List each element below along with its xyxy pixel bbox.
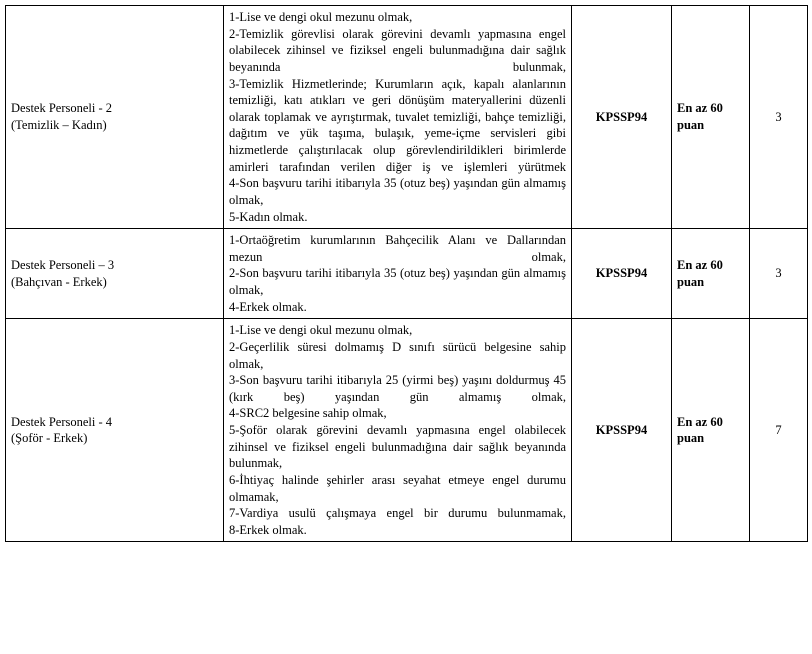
table-row: [6, 229, 808, 319]
requirements-table: [5, 5, 808, 542]
requirement-item: 1-Lise ve dengi okul mezunu olmak,: [229, 10, 413, 24]
requirement-item: 7-Vardiya usulü çalışmaya engel bir durumu bulunmamak,: [229, 506, 566, 521]
position-subtitle: (Temizlik – Kadın): [11, 118, 107, 133]
position-cell: [6, 319, 224, 542]
position-title: Destek Personeli – 3: [11, 258, 115, 273]
min-score-cell: [672, 6, 750, 229]
requirement-item: 4-Erkek olmak.: [229, 299, 307, 314]
requirements-cell: [224, 319, 572, 542]
requirement-item: 2-Geçerlilik süresi dolmamış D sınıfı sürücü belgesine sahip olmak,: [229, 339, 566, 371]
min-score-line-2: puan: [677, 431, 705, 446]
exam-code-cell: KPSSP94: [572, 6, 672, 229]
position-cell: [6, 6, 224, 229]
requirement-item: 2-Temizlik görevlisi olarak görevini devamlı yapmasına engel olabilecek zihinsel ve fiziksel engeli bulunmadığına dair sağlık beyanında bulunmak,: [229, 26, 566, 74]
min-score-cell: [672, 229, 750, 319]
exam-code-cell: KPSSP94: [572, 319, 672, 542]
requirement-item: 2-Son başvuru tarihi itibarıyla 35 (otuz beş) yaşından gün almamış olmak,: [229, 266, 566, 297]
requirements-cell: [224, 6, 572, 229]
table-row: [6, 6, 808, 229]
min-score-line-1: En az 60: [677, 258, 723, 273]
exam-code-cell: KPSSP94: [572, 229, 672, 319]
requirement-item: 3-Temizlik Hizmetlerinde; Kurumların açık, kapalı alanlarının temizliği, katı atıkları ve geri dönüşüm materyallerini düzenli olarak toplamak ve ayrıştırmak, tuvalet temizliği, bahçe temizliği, dağıtım ve yük taşıma, bulaşık, yeme-içme servisleri gibi hizmetlerde çalıştırılacak olup görevlendirildikleri birimlerde amirleri tarafından verilen diğer iş ve işlemleri yürütmek: [229, 76, 566, 174]
requirement-item: 1-Lise ve dengi okul mezunu olmak,: [229, 323, 413, 338]
requirement-item: 5-Şoför olarak görevini devamlı yapmasına engel olabilecek zihinsel ve fiziksel engeli bulunmadığına dair sağlık beyanında bulunmak,: [229, 423, 566, 471]
table-row: [6, 319, 808, 542]
min-score-line-2: puan: [677, 118, 705, 133]
quota-cell: 3: [750, 6, 808, 229]
requirement-item: 4-SRC2 belgesine sahip olmak,: [229, 406, 387, 421]
position-cell: [6, 229, 224, 319]
min-score-line-1: En az 60: [677, 101, 723, 116]
quota-cell: 7: [750, 319, 808, 542]
requirement-item: 4-Son başvuru tarihi itibarıyla 35 (otuz beş) yaşından gün almamış olmak,: [229, 176, 566, 207]
quota-cell: 3: [750, 229, 808, 319]
position-subtitle: (Bahçıvan - Erkek): [11, 274, 107, 289]
requirement-item: 1-Ortaöğretim kurumlarının Bahçecilik Alanı ve Dallarından mezun olmak,: [229, 233, 566, 264]
position-subtitle: (Şoför - Erkek): [11, 431, 88, 446]
position-title: Destek Personeli - 4: [11, 414, 113, 429]
position-title: Destek Personeli - 2: [11, 101, 113, 116]
min-score-cell: [672, 319, 750, 542]
requirement-item: 6-İhtiyaç halinde şehirler arası seyahat etmeye engel durumu olmamak,: [229, 472, 566, 504]
min-score-line-1: En az 60: [677, 414, 723, 429]
requirement-item: 3-Son başvuru tarihi itibarıyla 25 (yirmi beş) yaşını doldurmuş 45 (kırk beş) yaşından gün almamış olmak,: [229, 373, 566, 404]
requirement-item: 5-Kadın olmak.: [229, 209, 308, 224]
min-score-line-2: puan: [677, 274, 705, 289]
requirement-item: 8-Erkek olmak.: [229, 522, 307, 537]
requirements-cell: [224, 229, 572, 319]
